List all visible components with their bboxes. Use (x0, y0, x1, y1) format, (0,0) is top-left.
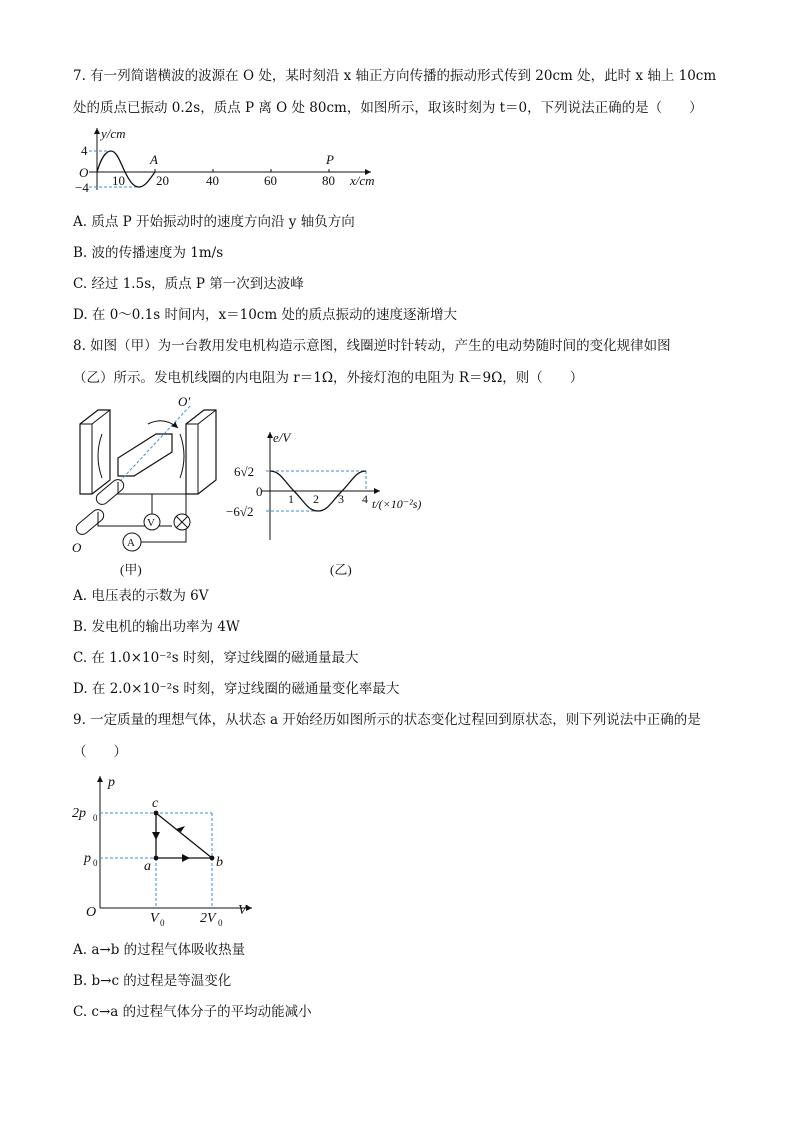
q7-option-a: A. 质点 P 开始振动时的速度方向沿 y 轴负方向 (73, 214, 355, 230)
q9-p-2p0-sub: 0 (93, 813, 98, 823)
q8-e-zero: 0 (256, 484, 263, 499)
q7-x-tick-20: 20 (156, 173, 169, 188)
q9-option-c: C. c→a 的过程气体分子的平均动能减小 (73, 1004, 312, 1020)
q8-option-d: D. 在 2.0×10⁻²s 时刻，穿过线圈的磁通量变化率最大 (73, 681, 400, 697)
q9-stem-line1: 9. 一定质量的理想气体，从状态 a 开始经历如图所示的状态变化过程回到原状态，则下列说法中正确的是 (73, 712, 701, 728)
q9-label-a: a (144, 859, 151, 874)
q9-stem-line2: （ ） (73, 744, 127, 760)
q7-option-d: D. 在 0～0.1s 时间内，x＝10cm 处的质点振动的速度逐渐增大 (73, 307, 457, 323)
q7-option-b: B. 波的传播速度为 1m/s (73, 245, 224, 261)
q8-emf-graph (226, 428, 446, 584)
q7-y-tick-4: 4 (81, 143, 88, 158)
q9-point-a-dot (154, 856, 159, 861)
q8-t-tick-2: 2 (313, 492, 319, 506)
q8-axis-top-label: O′ (178, 394, 191, 409)
q8-option-b: B. 发电机的输出功率为 4W (73, 619, 240, 635)
q8-t-tick-1: 1 (288, 492, 294, 506)
q8-e-bottom: −6√2 (226, 504, 254, 519)
q9-p-p0: p (84, 851, 91, 866)
q8-option-c: C. 在 1.0×10⁻²s 时刻，穿过线圈的磁通量最大 (73, 650, 359, 666)
q7-x-tick-80: 80 (322, 173, 335, 188)
q8-caption-jia: (甲) (120, 562, 142, 577)
q9-v-v0: V (150, 911, 159, 926)
q7-x-label: x/cm (350, 173, 375, 188)
q7-stem-line1: 7. 有一列简谐横波的波源在 O 处，某时刻沿 x 轴正方向传播的振动形式传到 20cm 处，此时 x 轴上 10cm (73, 68, 717, 84)
q7-origin: O (79, 165, 89, 180)
q9-pv-figure (70, 770, 270, 930)
q8-voltmeter-label: V (147, 517, 155, 529)
q7-x-tick-60: 60 (264, 173, 277, 188)
q8-option-a: A. 电压表的示数为 6V (73, 588, 209, 604)
q7-wave-figure (75, 124, 385, 196)
q7-stem-line2: 处的质点已振动 0.2s，质点 P 离 O 处 80cm，如图所示，取该时刻为 t＝0，下列说法正确的是（ ） (73, 100, 703, 116)
q7-point-p: P (326, 152, 334, 167)
q9-p-label: p (108, 775, 115, 790)
q7-option-c: C. 经过 1.5s，质点 P 第一次到达波峰 (73, 276, 304, 292)
q9-origin: O (86, 905, 97, 920)
q8-e-label: e/V (273, 430, 291, 445)
q8-t-tick-4: 4 (362, 492, 368, 506)
q9-option-a: A. a→b 的过程气体吸收热量 (73, 942, 246, 958)
q9-point-b-dot (210, 856, 215, 861)
q8-stem-line2: （乙）所示。发电机线圈的内电阻为 r＝1Ω，外接灯泡的电阻为 R＝9Ω，则（ ） (73, 370, 584, 386)
q9-p-p0-sub: 0 (93, 858, 98, 868)
q9-v-2v0-sub: 0 (218, 918, 223, 928)
q8-e-top: 6√2 (234, 464, 255, 479)
q7-x-tick-40: 40 (206, 173, 219, 188)
q8-generator-figure (68, 394, 218, 584)
q7-x-tick-10: 10 (112, 173, 125, 188)
q9-label-b: b (216, 855, 223, 870)
q9-p-2p0: 2p (72, 806, 86, 821)
q8-stem-line1: 8. 如图（甲）为一台教用发电机构造示意图，线圈逆时针转动，产生的电动势随时间的变化规律如图 (73, 338, 671, 354)
q8-axis-bottom-label: O (72, 540, 82, 555)
q8-caption-yi: (乙) (330, 562, 352, 577)
q7-y-label: y/cm (101, 126, 126, 141)
q8-t-label: t/(×10⁻²s) (372, 497, 422, 511)
q8-ammeter-label: A (127, 537, 135, 549)
q7-y-tick-neg4: −4 (75, 180, 89, 195)
q9-option-b: B. b→c 的过程是等温变化 (73, 973, 232, 989)
q9-label-c: c (152, 796, 159, 811)
q9-v-2v0: 2V (200, 911, 216, 926)
q9-point-c-dot (154, 811, 159, 816)
q9-v-label: V (238, 903, 247, 918)
q7-point-a: A (150, 152, 158, 167)
q9-v-v0-sub: 0 (160, 918, 165, 928)
q8-t-tick-3: 3 (338, 492, 344, 506)
q7-wave-curve (97, 151, 155, 187)
q9-process-b-to-c (156, 813, 212, 858)
